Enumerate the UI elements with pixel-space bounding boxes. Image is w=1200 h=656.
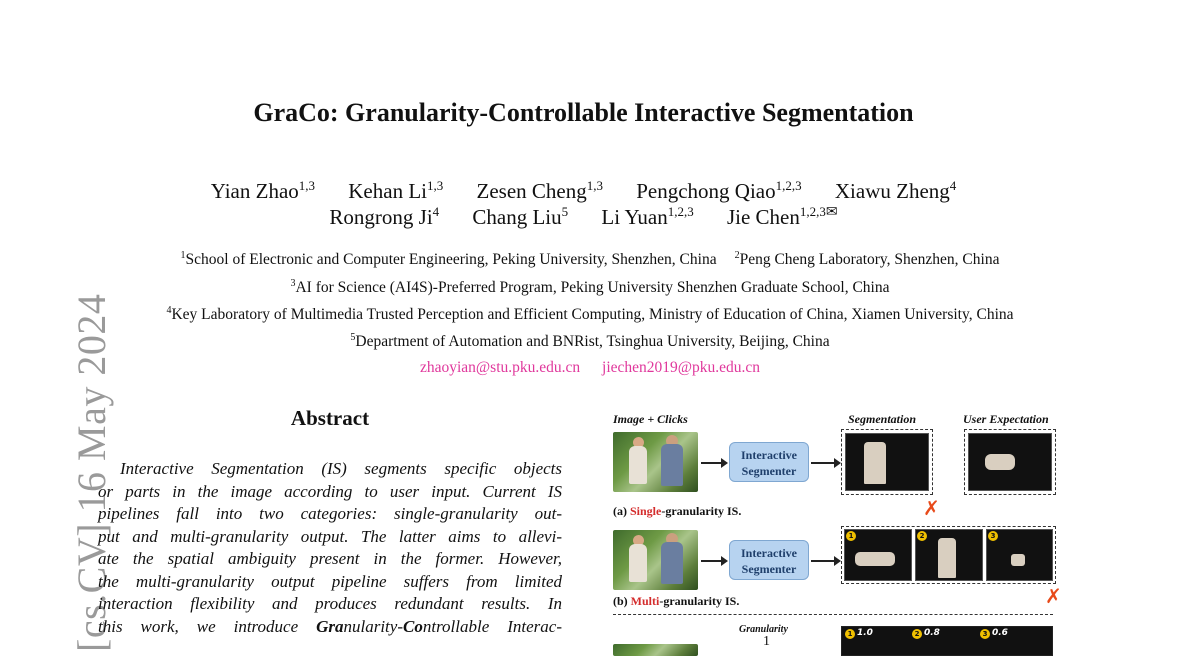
authors-row-1 [0,178,1167,204]
affil-sup: 2 [734,250,740,261]
abstract-body [98,458,562,638]
email-link[interactable]: jiechen2019@pku.edu.cn [602,359,761,376]
author-name: Li Yuan [601,205,668,229]
arxiv-stamp-text: [cs.CV] 16 May 2024 [69,293,114,652]
paper-title: GraCo: Granularity-Controllable Interactive Segmentation [253,98,914,127]
abstract-line: interaction flexibility and produces redundant results. In [98,594,562,613]
abstract-line: put and multi-granularity output. The latter aims to allevi- [98,526,562,546]
input-photo [613,432,698,492]
abstract-heading: Abstract [290,406,370,430]
author [348,179,443,203]
author [601,205,693,229]
badge-3-icon: 3 [988,531,998,541]
abstract-line-last [98,616,562,639]
affil-sup: 5 [350,332,356,343]
figure-separator [613,614,1053,615]
affiliation-text: School of Electronic and Computer Engineering, Peking University, Shenzhen, China [185,251,717,268]
granularity-value: 1.0 [857,628,873,638]
author-name: Xiawu Zheng [834,179,950,203]
caption-highlight: Multi [630,594,660,608]
badge-2-icon: 2 [912,629,922,639]
badge-1-icon: 1 [845,629,855,639]
abstract-fragment: this work, we introduce [98,616,317,636]
segmenter-label: Segmenter [741,464,797,478]
granularity-label: Granularity [739,624,788,635]
abstract-line: the multi-granularity output pipeline suffers from limited [98,571,562,591]
caption-rest: -granularity IS. [661,504,742,518]
author [472,205,568,229]
author-affil-sup: 1,2,3 [667,204,694,219]
affiliation-line-4 [0,332,1180,351]
author-name: Jie Chen [726,205,800,229]
badge-2-icon: 2 [917,531,927,541]
author-emails [0,359,1180,377]
abstract-bold-fragment: Co [403,616,423,636]
cross-icon: ✗ [1045,584,1062,608]
input-photo [613,644,698,656]
badge-1-icon: 1 [846,531,856,541]
granularity-number: 1 [763,634,770,649]
author-affil-sup: 1,2,3 [799,204,826,219]
author [727,205,838,229]
abstract-line: pipelines fall into two categories: single-granularity out- [98,504,562,523]
teaser-figure [605,408,1070,648]
author-affil-sup: 1,3 [298,178,316,193]
caption-prefix: (b) [613,594,631,608]
segmentation-result [845,433,929,491]
authors-row-2 [0,204,1167,230]
cross-icon: ✗ [923,496,940,520]
caption-rest: -granularity IS. [659,594,740,608]
author-affil-sup: 5 [561,204,569,219]
label-user-expectation: User Expectation [963,412,1049,426]
granularity-value: 0.6 [992,628,1008,638]
author-affil-sup: 1,3 [586,178,603,193]
abstract-line: or parts in the image according to user input. Current IS [98,481,562,501]
label-segmentation: Segmentation [848,412,917,426]
abstract-fragment: ntrollable Interac- [422,616,562,636]
author-affil-sup: 4 [949,178,957,193]
segmenter-label: Interactive [741,448,797,462]
author-affil-sup: 4 [432,204,440,219]
badge-3-icon: 3 [980,629,990,639]
author [835,179,956,203]
abstract-line: Interactive Segmentation (IS) segments specific objects [120,459,562,478]
abstract-line: ate the spatial ambiguity present in the former. However, [98,549,562,568]
input-photo [613,530,698,590]
segmenter-box [729,540,809,580]
arrow-icon [701,560,726,562]
affiliation-line-2 [0,278,1180,297]
affil-sup: 1 [180,250,186,261]
granularity-value: 0.8 [924,628,940,638]
author-name: Rongrong Ji [329,205,433,229]
affil-sup: 4 [166,305,172,316]
expectation-result [968,433,1052,491]
segmenter-label: Segmenter [741,562,797,576]
caption-prefix: (a) [613,504,630,518]
author [477,179,603,203]
abstract-fragment: nularity- [343,616,403,636]
abstract-bold-fragment: Gra [316,616,344,636]
affiliation-text: AI for Science (AI4S)-Preferred Program, Peking University Shenzhen Graduate School, China [295,279,890,296]
label-image-clicks: Image + Clicks [613,412,688,426]
affiliation-text: Peng Cheng Laboratory, Shenzhen, China [739,251,1000,268]
author-name: Kehan Li [348,179,427,203]
arrow-icon [811,560,839,562]
caption-highlight: Single [630,504,662,518]
author-name: Zesen Cheng [476,179,587,203]
affil-sup: 3 [290,278,296,289]
segmenter-box [729,442,809,482]
affiliation-text: Key Laboratory of Multimedia Trusted Perception and Efficient Computing, Ministry of Education of China, Xiamen University, China [171,306,1014,323]
author [636,179,801,203]
author-name: Yian Zhao [210,179,299,203]
segmenter-label: Interactive [741,546,797,560]
arrow-icon [701,462,726,464]
email-link[interactable]: zhaoyian@stu.pku.edu.cn [419,359,581,376]
author-affil-sup: 1,3 [427,178,444,193]
envelope-icon: ✉ [825,205,838,220]
author-affil-sup: 1,2,3 [775,178,802,193]
author [329,205,439,229]
caption-b [613,594,739,609]
author [211,179,315,203]
affiliation-text: Department of Automation and BNRist, Tsinghua University, Beijing, China [355,333,830,350]
affiliation-line-3 [0,305,1180,324]
arrow-icon [811,462,839,464]
author-name: Chang Liu [472,205,562,229]
caption-a [613,504,741,519]
affiliation-line-1 [0,250,1180,269]
author-name: Pengchong Qiao [636,179,776,203]
